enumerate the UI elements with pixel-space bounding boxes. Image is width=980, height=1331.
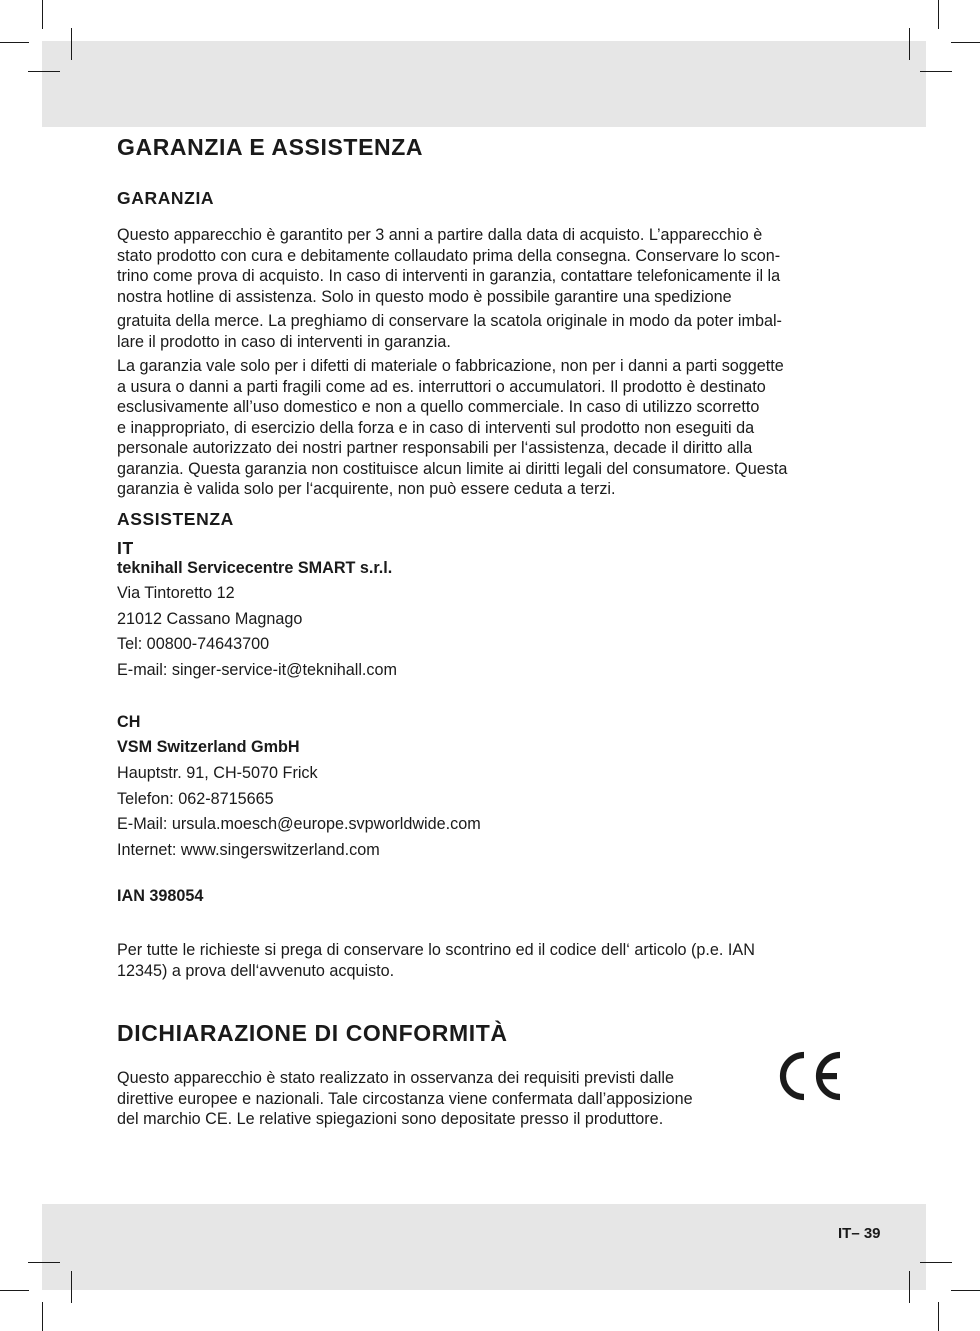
page-title: GARANZIA E ASSISTENZA: [117, 134, 424, 160]
service-ch-street: Hauptstr. 91, CH-5070 Frick: [117, 764, 318, 782]
receipt-note: Per tutte le richieste si prega di conservare lo scontrino ed il codice dell‘ articolo (p.e. IAN 12345) a prova dell‘avvenuto acquisto.: [117, 941, 755, 980]
service-it-company: teknihall Servicecentre SMART s.r.l.: [117, 559, 393, 577]
service-ch-phone: Telefon: 062-8715665: [117, 790, 274, 808]
conformity-heading: DICHIARAZIONE DI CONFORMITÀ: [117, 1020, 508, 1046]
service-it-email: E-mail: singer-service-it@teknihall.com: [117, 661, 398, 679]
service-ch-company: VSM Switzerland GmbH: [117, 738, 300, 756]
service-ch-email: E-Mail: ursula.moesch@europe.svpworldwide.com: [117, 815, 481, 833]
service-ch-country: CH: [117, 713, 141, 731]
service-it-phone: Tel: 00800-74643700: [117, 635, 270, 653]
ce-mark-icon: [778, 1050, 844, 1102]
service-ch-web: Internet: www.singerswitzerland.com: [117, 841, 380, 859]
service-it-country: IT: [117, 538, 134, 558]
warranty-paragraph-2: gratuita della merce. La preghiamo di conservare la scatola originale in modo da poter imbal- lare il prodotto in caso di interventi in garanzia.: [117, 312, 782, 351]
footer-band: [42, 1204, 926, 1290]
conformity-text: Questo apparecchio è stato realizzato in osservanza dei requisiti previsti dalle direttive europee e nazionali. Tale circostanza viene confermata dall’apposizione del marchio CE. Le relative spiegazioni sono depositate presso il produttore.: [117, 1069, 693, 1129]
page-number: IT– 39: [838, 1225, 881, 1242]
service-it-street: Via Tintoretto 12: [117, 584, 235, 602]
header-band: [42, 41, 926, 127]
warranty-paragraph-1: Questo apparecchio è garantito per 3 anni a partire dalla data di acquisto. L’apparecchio è stato prodotto con cura e debitamente collaudato prima della consegna. Conservare lo scon- trino come prova di acquisto. In caso di interventi in garanzia, contattare telefonicamente il la nostra hotline di assistenza. Solo in questo modo è possibile garantire una spedizione: [117, 226, 781, 306]
ian-number: IAN 398054: [117, 887, 204, 905]
service-it-city: 21012 Cassano Magnago: [117, 610, 303, 628]
warranty-heading: GARANZIA: [117, 188, 215, 208]
warranty-paragraph-3: La garanzia vale solo per i difetti di materiale o fabbricazione, non per i danni a parti soggette a usura o danni a parti fragili come ad es. interruttori o accumulatori. Il prodotto è destinato esclusivamente all’uso domestico e non a quello commerciale. In caso di utilizzo scorretto e inappropriato, di esercizio della forza e in caso di interventi sul prodotto non eseguiti da personale autorizzato dei nostri partner responsabili per l‘assistenza, decade il diritto alla garanzia. Questa garanzia non costituisce alcun limite ai diritti legali del consumatore. Questa garanzia è valida solo per l‘acquirente, non può essere ceduta a terzi.: [117, 357, 788, 499]
service-heading: ASSISTENZA: [117, 509, 234, 529]
